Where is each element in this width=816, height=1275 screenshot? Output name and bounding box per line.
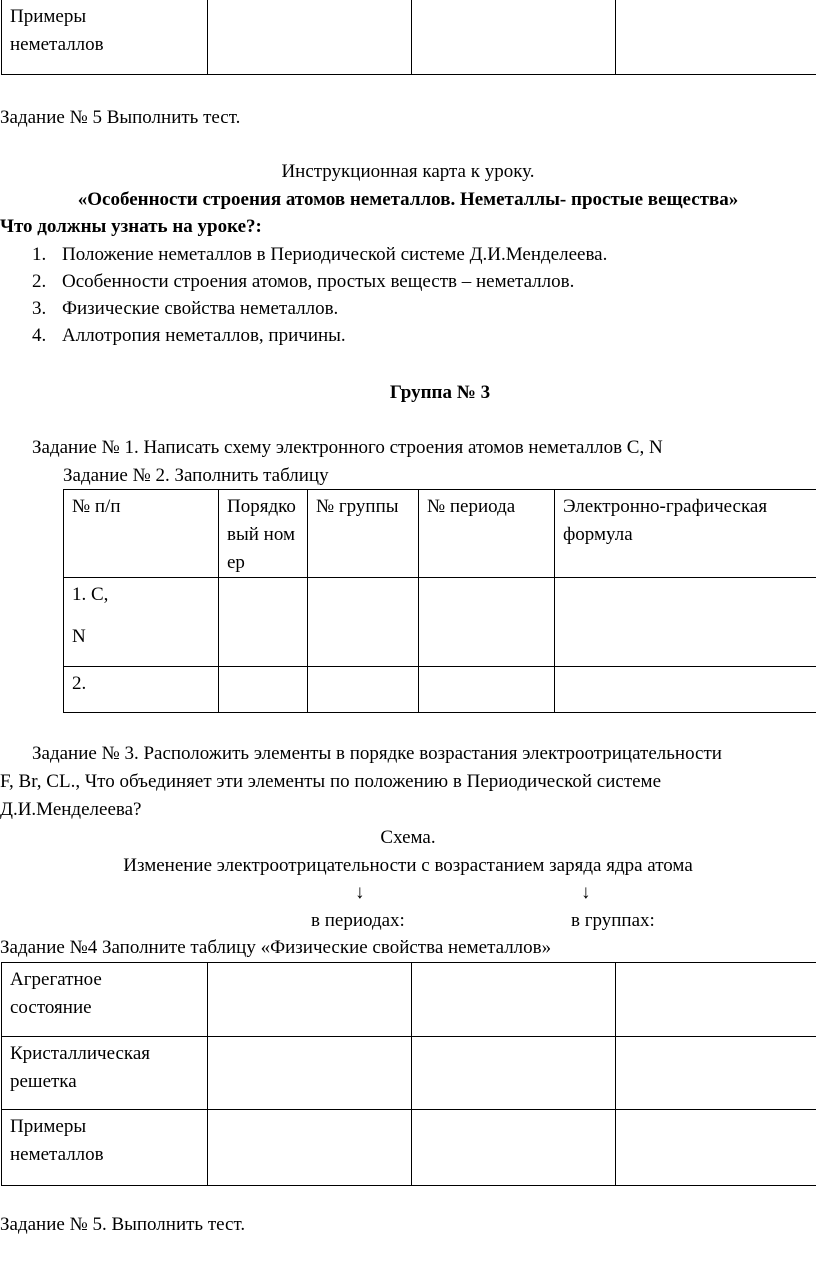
- task2: Задание № 2. Заполнить таблицу: [63, 465, 329, 486]
- task1: Задание № 1. Написать схему электронного строения атомов неметаллов C, N: [32, 437, 663, 458]
- arrow-down-icon: ↓: [581, 882, 591, 903]
- header-cell: № группы: [308, 490, 419, 578]
- row-label-cell: [64, 578, 219, 667]
- table-cell[interactable]: [208, 0, 412, 75]
- table-cell[interactable]: [219, 578, 308, 667]
- task3-line2: F, Br, CL., Что объединяет эти элементы по положению в Периодической системе: [0, 771, 662, 792]
- table-cell[interactable]: [208, 1110, 412, 1186]
- periods-label: в периодах:: [311, 910, 405, 931]
- group-heading: Группа № 3: [389, 382, 491, 403]
- table-cell[interactable]: [419, 667, 555, 713]
- task3-line3: Д.И.Менделеева?: [0, 799, 142, 820]
- task5-second: Задание № 5. Выполнить тест.: [0, 1214, 246, 1235]
- card-title: Инструкционная карта к уроку.: [281, 161, 535, 182]
- table-cell[interactable]: [419, 578, 555, 667]
- list-item: 4. Аллотропия неметаллов, причины.: [32, 325, 346, 346]
- list-item: 1. Положение неметаллов в Периодической системе Д.И.Менделеева.: [32, 244, 608, 265]
- properties-table: [1, 962, 816, 1186]
- header-cell: Электронно-графическая формула: [555, 490, 816, 578]
- table-cell[interactable]: [616, 1037, 816, 1110]
- table-cell[interactable]: [208, 963, 412, 1037]
- row-label-cell: Примеры неметаллов: [2, 1110, 208, 1186]
- header-cell: Порядковый номер: [219, 490, 308, 578]
- table-cell[interactable]: [616, 1110, 816, 1186]
- table-cell[interactable]: [308, 578, 419, 667]
- top-table: [1, 0, 816, 75]
- table-cell[interactable]: [208, 1037, 412, 1110]
- arrow-down-icon: ↓: [355, 882, 365, 903]
- task4: Задание №4 Заполните таблицу «Физические свойства неметаллов»: [0, 937, 552, 958]
- table-cell[interactable]: [555, 578, 816, 667]
- table-cell[interactable]: [412, 1037, 616, 1110]
- header-cell: № периода: [419, 490, 555, 578]
- table-cell[interactable]: [412, 963, 616, 1037]
- task3-line1: Задание № 3. Расположить элементы в порядке возрастания электроотрицательности: [32, 743, 722, 764]
- lesson-title: «Особенности строения атомов неметаллов. Неметаллы- простые вещества»: [77, 189, 739, 210]
- table-cell[interactable]: [219, 667, 308, 713]
- learn-heading: Что должны узнать на уроке?:: [0, 216, 262, 237]
- row-label-cell: Агрегатное состояние: [2, 963, 208, 1037]
- row1-line2: N: [72, 626, 86, 647]
- elements-table: [63, 489, 816, 713]
- groups-label: в группах:: [571, 910, 655, 931]
- list-item: 2. Особенности строения атомов, простых веществ – неметаллов.: [32, 271, 575, 292]
- table-cell[interactable]: [412, 1110, 616, 1186]
- task5-first: Задание № 5 Выполнить тест.: [0, 107, 241, 128]
- scheme-text: Изменение электроотрицательности с возрастанием заряда ядра атома: [123, 855, 693, 876]
- table-cell[interactable]: [616, 963, 816, 1037]
- row1-line1: 1. С,: [72, 584, 109, 605]
- row-label-cell: Кристаллическая решетка: [2, 1037, 208, 1110]
- list-item: 3. Физические свойства неметаллов.: [32, 298, 339, 319]
- table-cell[interactable]: [308, 667, 419, 713]
- top-table-label-cell: [2, 0, 208, 75]
- row-label-cell: 2.: [64, 667, 219, 713]
- scheme-title: Схема.: [380, 827, 436, 848]
- header-cell: № п/п: [64, 490, 219, 578]
- learn-list: [32, 241, 607, 349]
- table-cell[interactable]: [555, 667, 816, 713]
- table-cell[interactable]: [616, 0, 816, 75]
- table-cell[interactable]: [412, 0, 616, 75]
- top-table-row-label: Примеры неметаллов: [10, 6, 104, 55]
